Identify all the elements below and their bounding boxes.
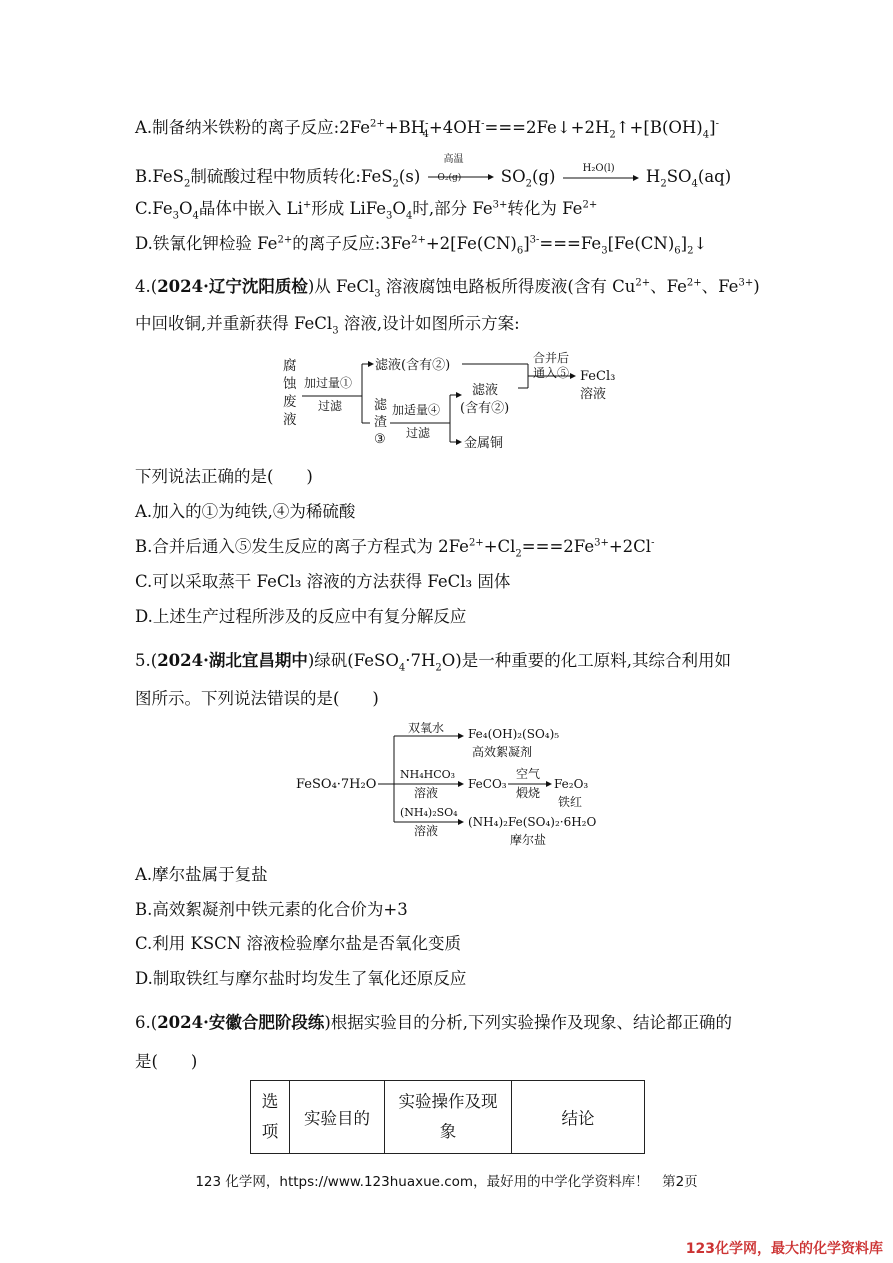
- q3-b-arrow-2: H₂O(l): [561, 167, 641, 189]
- svg-text:铁红: 铁红: [558, 795, 583, 809]
- svg-text:液: 液: [283, 412, 297, 428]
- q5-option-a: A.摩尔盐属于复盐: [135, 865, 268, 884]
- svg-text:FeSO₄·7H₂O: FeSO₄·7H₂O: [296, 777, 377, 792]
- svg-text:(NH₄)₂SO₄: (NH₄)₂SO₄: [400, 806, 458, 819]
- table-header-row: [251, 1081, 645, 1154]
- svg-text:NH₄HCO₃: NH₄HCO₃: [400, 768, 456, 781]
- svg-text:蚀: 蚀: [283, 376, 297, 392]
- table-header-option: 选项: [251, 1081, 290, 1154]
- q3-option-a: A.制备纳米铁粉的离子反应$:2Fe^{2+}+BH^-_4+4OH^-===2Fe↓+2H_2↑+[B(OH)_4]^-$: [135, 118, 719, 141]
- q5-option-b: B.高效絮凝剂中铁元素的化合价为+3: [135, 900, 408, 919]
- svg-text:合并后: 合并后: [533, 351, 570, 365]
- svg-text:通入⑤: 通入⑤: [533, 366, 570, 380]
- q4-start-label: [283, 358, 297, 428]
- table-header-operation: 实验操作及现象: [385, 1081, 512, 1154]
- svg-text:Fe₂O₃: Fe₂O₃: [554, 777, 589, 791]
- q4-option-d: D.上述生产过程所涉及的反应中有复分解反应: [135, 607, 467, 626]
- q6-stem-line-1: 6.(2024·安徽合肥阶段练)根据实验目的分析,下列实验操作及现象、结论都正确的: [135, 1013, 733, 1032]
- svg-text:Fe₄(OH)₂(SO₄)₅: Fe₄(OH)₂(SO₄)₅: [468, 727, 560, 741]
- svg-text:加过量①: 加过量①: [304, 376, 353, 390]
- q3-option-c: $C.Fe_3O_4$晶体中嵌入 Li+形成 $LiFe_3O_4$时,部分 $Fe^{3+}$转化为 $Fe^{2+}$: [135, 199, 598, 222]
- q3-b-arrow-1: 高温 O₂(g): [426, 167, 496, 189]
- svg-text:腐: 腐: [283, 358, 297, 374]
- svg-text:溶液: 溶液: [580, 387, 607, 402]
- q4-flow-diagram: [278, 350, 658, 455]
- q4-option-a: A.加入的①为纯铁,④为稀硫酸: [135, 502, 356, 521]
- q3-option-d: D.铁氰化钾检验 $Fe^{2+}$的离子反应$:3Fe^{2+}+2[Fe(CN)_6]^{3-}===Fe_3[Fe(CN)_6]_2↓$: [135, 234, 708, 257]
- svg-text:溶液: 溶液: [414, 824, 439, 838]
- svg-text:高效絮凝剂: 高效絮凝剂: [472, 745, 533, 759]
- table-header-purpose: 实验目的: [290, 1081, 385, 1154]
- q4-option-b: B.合并后通入⑤发生反应的离子方程式为 $2Fe^{2+}+Cl_2===2Fe^{3+}+2Cl^-$: [135, 537, 655, 560]
- q5-stem-line-1: 5.(2024·湖北宜昌期中)绿矾$(FeSO_4\cdot 7H_2O)$是一种重要的化工原料,其综合利用如: [135, 651, 731, 674]
- svg-text:③: ③: [374, 432, 386, 447]
- svg-text:摩尔盐: 摩尔盐: [510, 833, 547, 847]
- svg-text:滤液(含有②): 滤液(含有②): [375, 358, 451, 373]
- watermark: 123化学网，最大的化学资料库: [685, 1241, 883, 1257]
- svg-text:FeCl₃: FeCl₃: [580, 369, 616, 384]
- svg-text:渣: 渣: [374, 415, 388, 430]
- svg-text:金属铜: 金属铜: [464, 436, 504, 451]
- svg-text:(NH₄)₂Fe(SO₄)₂·6H₂O: (NH₄)₂Fe(SO₄)₂·6H₂O: [468, 815, 597, 829]
- svg-text:过滤: 过滤: [406, 426, 431, 440]
- svg-text:废: 废: [283, 394, 297, 410]
- q5-flow-diagram: [296, 722, 636, 850]
- q5-option-c: C.利用 KSCN 溶液检验摩尔盐是否氧化变质: [135, 934, 461, 953]
- svg-text:空气: 空气: [516, 767, 541, 781]
- svg-text:滤液: 滤液: [472, 383, 499, 398]
- q4-stem-line-2: 中回收铜,并重新获得 FeCl$_3$ 溶液,设计如图所示方案:: [135, 314, 520, 337]
- svg-text:过滤: 过滤: [318, 399, 343, 413]
- q3-option-b: B.FeS$_2$制硫酸过程中物质转化:FeS$_2$(s) 高温 O₂(g) $SO_2(g)$ H₂O(l) $H_2SO_4(aq)$: [135, 153, 732, 190]
- svg-text:溶液: 溶液: [414, 786, 439, 800]
- svg-text:(含有②): (含有②): [460, 401, 510, 416]
- svg-text:煅烧: 煅烧: [516, 786, 541, 800]
- q4-stem-line-1: 4.(2024·辽宁沈阳质检)从 FeCl$_3$ 溶液腐蚀电路板所得废液(含有 $Cu^{2+}$、$Fe^{2+}$、$Fe^{3+}$): [135, 277, 760, 300]
- q5-option-d: D.制取铁红与摩尔盐时均发生了氧化还原反应: [135, 969, 467, 988]
- svg-text:滤: 滤: [374, 398, 388, 413]
- page-footer: 123 化学网，https://www.123huaxue.com，最好用的中学化学资料库！ 第2页: [195, 1174, 698, 1190]
- svg-text:双氧水: 双氧水: [408, 722, 445, 735]
- q4-question: 下列说法正确的是( ): [135, 467, 313, 486]
- table-header-conclusion: 结论: [512, 1081, 645, 1154]
- q6-table: [250, 1080, 645, 1154]
- svg-text:FeCO₃: FeCO₃: [468, 777, 507, 791]
- q5-stem-line-2: 图所示。下列说法错误的是( ): [135, 689, 379, 708]
- svg-text:加适量④: 加适量④: [392, 403, 441, 417]
- q4-option-c: C.可以采取蒸干 FeCl₃ 溶液的方法获得 FeCl₃ 固体: [135, 572, 511, 591]
- q6-stem-line-2: 是( ): [135, 1052, 198, 1071]
